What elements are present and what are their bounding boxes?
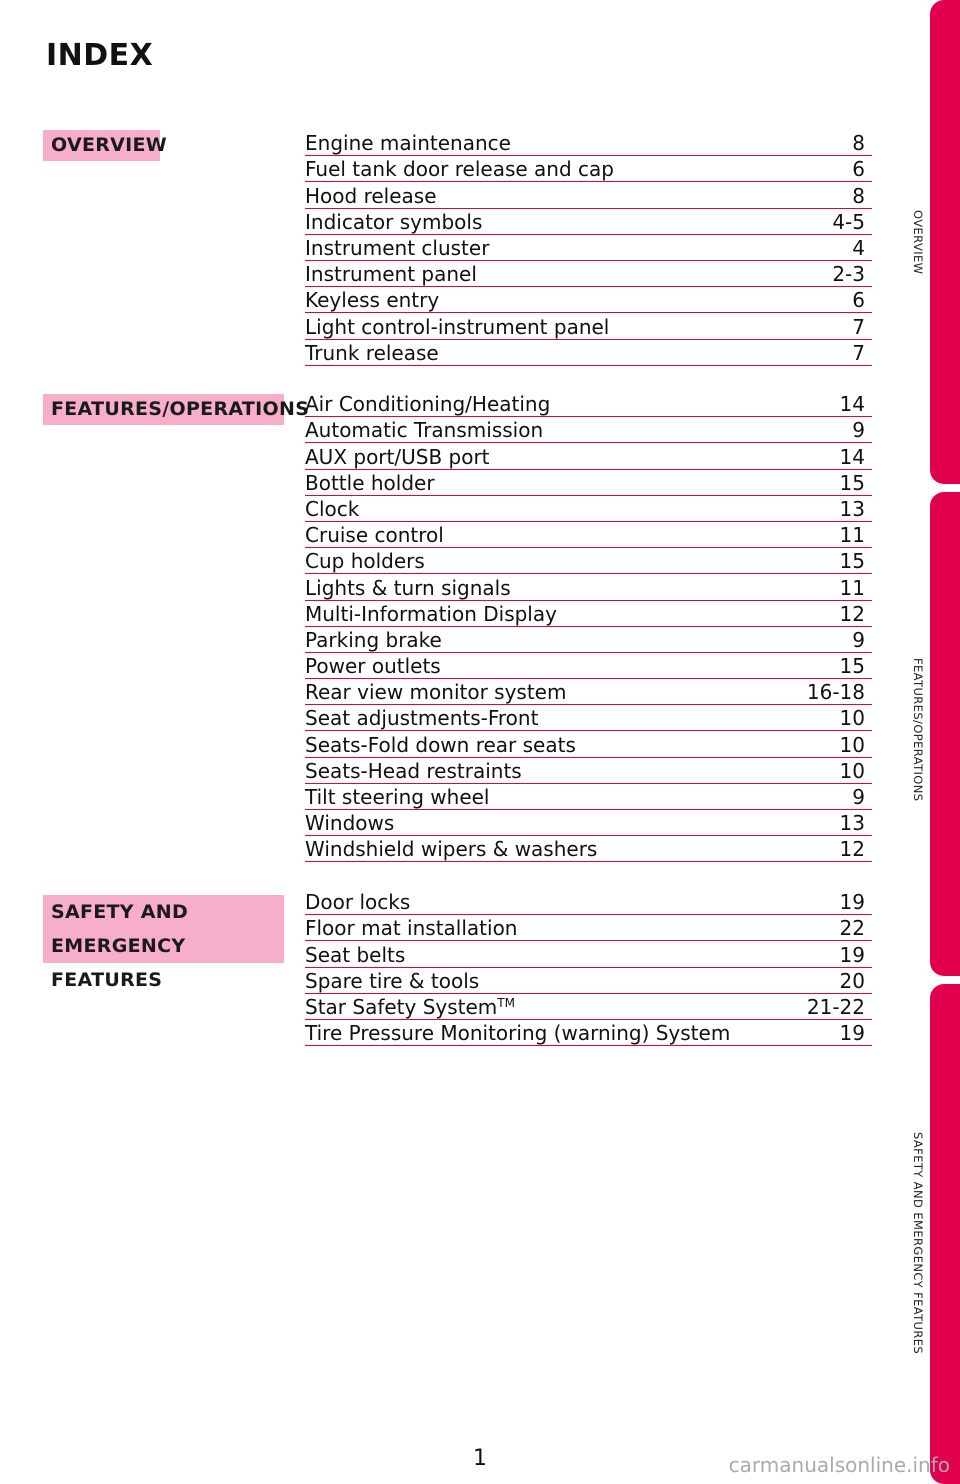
entry-label: Door locks — [305, 890, 411, 915]
page-title: INDEX — [46, 38, 154, 73]
entry-page: 11 — [839, 523, 865, 548]
entry-label: Fuel tank door release and cap — [305, 157, 614, 182]
entry-label: Seats-Fold down rear seats — [305, 732, 576, 757]
index-entry[interactable] — [305, 653, 872, 679]
index-entry[interactable] — [305, 548, 872, 574]
entry-label: Bottle holder — [305, 470, 435, 495]
index-entry[interactable] — [305, 261, 872, 287]
entry-label: Instrument panel — [305, 262, 477, 287]
side-label-features-operations: FEATURES/OPERATIONS — [911, 658, 925, 802]
side-label-safety-emergency: SAFETY AND EMERGENCY FEATURES — [911, 1132, 925, 1355]
entry-page: 19 — [839, 1021, 865, 1046]
entry-label-text: Star Safety System — [305, 994, 498, 1019]
entry-page: 15 — [839, 470, 865, 495]
index-entry[interactable] — [305, 1020, 872, 1046]
entry-label: AUX port/USB port — [305, 444, 490, 469]
index-entry[interactable] — [305, 601, 872, 627]
index-entry[interactable] — [305, 627, 872, 653]
section-badge-overview — [43, 130, 168, 161]
index-entry[interactable] — [305, 340, 872, 366]
index-entry[interactable] — [305, 810, 872, 836]
entry-page: 7 — [852, 340, 865, 365]
entry-label: Engine maintenance — [305, 131, 511, 156]
entry-page: 22 — [839, 916, 865, 941]
index-entry[interactable] — [305, 915, 872, 941]
index-entry[interactable] — [305, 443, 872, 469]
side-tab-overview[interactable] — [930, 0, 960, 484]
entry-page: 13 — [839, 811, 865, 836]
index-entry[interactable] — [305, 287, 872, 313]
entry-page: 8 — [852, 183, 865, 208]
entry-label: Light control-instrument panel — [305, 314, 610, 339]
index-entry[interactable] — [305, 889, 872, 915]
entry-label: Parking brake — [305, 627, 442, 652]
side-tab-features-operations[interactable] — [930, 492, 960, 976]
entry-label: Trunk release — [305, 340, 439, 365]
index-entry[interactable] — [305, 941, 872, 967]
entry-label: Seat adjustments-Front — [305, 706, 539, 731]
entry-page: 14 — [839, 392, 865, 417]
badge-line: EMERGENCY FEATURES — [51, 935, 186, 991]
entry-page: 20 — [839, 968, 865, 993]
entry-page: 4-5 — [832, 209, 865, 234]
entry-page: 14 — [839, 444, 865, 469]
entry-page: 9 — [852, 785, 865, 809]
entry-label: Tilt steering wheel — [305, 785, 490, 809]
index-entry[interactable] — [305, 182, 872, 208]
index-entry[interactable] — [305, 130, 872, 156]
entry-page: 2-3 — [832, 262, 865, 287]
index-entry[interactable] — [305, 784, 872, 810]
index-entry[interactable] — [305, 496, 872, 522]
index-entry[interactable] — [305, 209, 872, 235]
index-entry[interactable] — [305, 156, 872, 182]
index-entry[interactable] — [305, 705, 872, 731]
entry-label: Instrument cluster — [305, 235, 490, 260]
entry-page: 7 — [852, 314, 865, 339]
entry-label: Floor mat installation — [305, 916, 518, 941]
entry-page: 11 — [839, 575, 865, 600]
entry-list-overview — [305, 130, 872, 366]
entry-label: Lights & turn signals — [305, 575, 511, 600]
section-badge-features-operations — [43, 394, 310, 425]
index-entry[interactable] — [305, 758, 872, 784]
index-entry[interactable] — [305, 470, 872, 496]
index-entry[interactable] — [305, 836, 872, 862]
entry-label: Multi-Information Display — [305, 601, 557, 626]
entry-page: 12 — [839, 601, 865, 626]
entry-list-safety-emergency — [305, 889, 872, 1046]
entry-label: Cup holders — [305, 549, 425, 574]
entry-label: Windows — [305, 811, 395, 836]
index-entry[interactable] — [305, 391, 872, 417]
index-entry[interactable] — [305, 574, 872, 600]
entry-page: 10 — [839, 732, 865, 757]
entry-page: 19 — [839, 890, 865, 915]
entry-label: Spare tire & tools — [305, 968, 480, 993]
entry-page: 9 — [852, 627, 865, 652]
entry-page: 4 — [852, 235, 865, 260]
entry-label: Air Conditioning/Heating — [305, 392, 551, 417]
badge-line: OVERVIEW — [51, 134, 168, 156]
entry-label: Hood release — [305, 183, 437, 208]
entry-label: Indicator symbols — [305, 209, 483, 234]
side-tab-safety-emergency[interactable] — [930, 984, 960, 1484]
entry-page: 12 — [839, 837, 865, 862]
entry-label: Power outlets — [305, 654, 441, 679]
entry-label: Seats-Head restraints — [305, 758, 522, 783]
trademark-mark: TM — [497, 995, 515, 1010]
entry-page: 15 — [839, 549, 865, 574]
entry-page: 6 — [852, 288, 865, 313]
entry-page: 10 — [839, 706, 865, 731]
entry-page: 15 — [839, 654, 865, 679]
entry-label: Seat belts — [305, 942, 406, 967]
index-entry[interactable] — [305, 522, 872, 548]
index-entry[interactable] — [305, 679, 872, 705]
badge-line: FEATURES/OPERATIONS — [51, 398, 310, 420]
badge-line: SAFETY AND — [51, 901, 189, 923]
entry-page: 21-22 — [806, 994, 865, 1019]
entry-label: Windshield wipers & washers — [305, 837, 598, 862]
entry-label: Automatic Transmission — [305, 418, 544, 443]
entry-page: 8 — [852, 131, 865, 156]
entry-list-features-operations — [305, 391, 872, 862]
entry-page: 13 — [839, 496, 865, 521]
entry-page: 10 — [839, 758, 865, 783]
entry-label: Clock — [305, 496, 360, 521]
index-entry[interactable] — [305, 313, 872, 339]
entry-label: Cruise control — [305, 523, 444, 548]
side-label-overview: OVERVIEW — [911, 210, 925, 275]
index-entry[interactable] — [305, 235, 872, 261]
entry-page: 19 — [839, 942, 865, 967]
index-entry[interactable] — [305, 731, 872, 757]
section-badge-safety-emergency — [43, 895, 284, 991]
entry-label — [305, 991, 515, 1019]
entry-label: Keyless entry — [305, 288, 440, 313]
entry-label: Tire Pressure Monitoring (warning) System — [305, 1021, 731, 1046]
index-entry[interactable] — [305, 417, 872, 443]
entry-page: 9 — [852, 418, 865, 443]
watermark: carmanualsonline.info — [728, 1453, 950, 1477]
entry-page: 6 — [852, 157, 865, 182]
index-entry[interactable] — [305, 968, 872, 994]
entry-page: 16-18 — [806, 680, 865, 705]
entry-label: Rear view monitor system — [305, 680, 567, 705]
index-entry[interactable] — [305, 994, 872, 1020]
page-number: 1 — [473, 1446, 487, 1471]
